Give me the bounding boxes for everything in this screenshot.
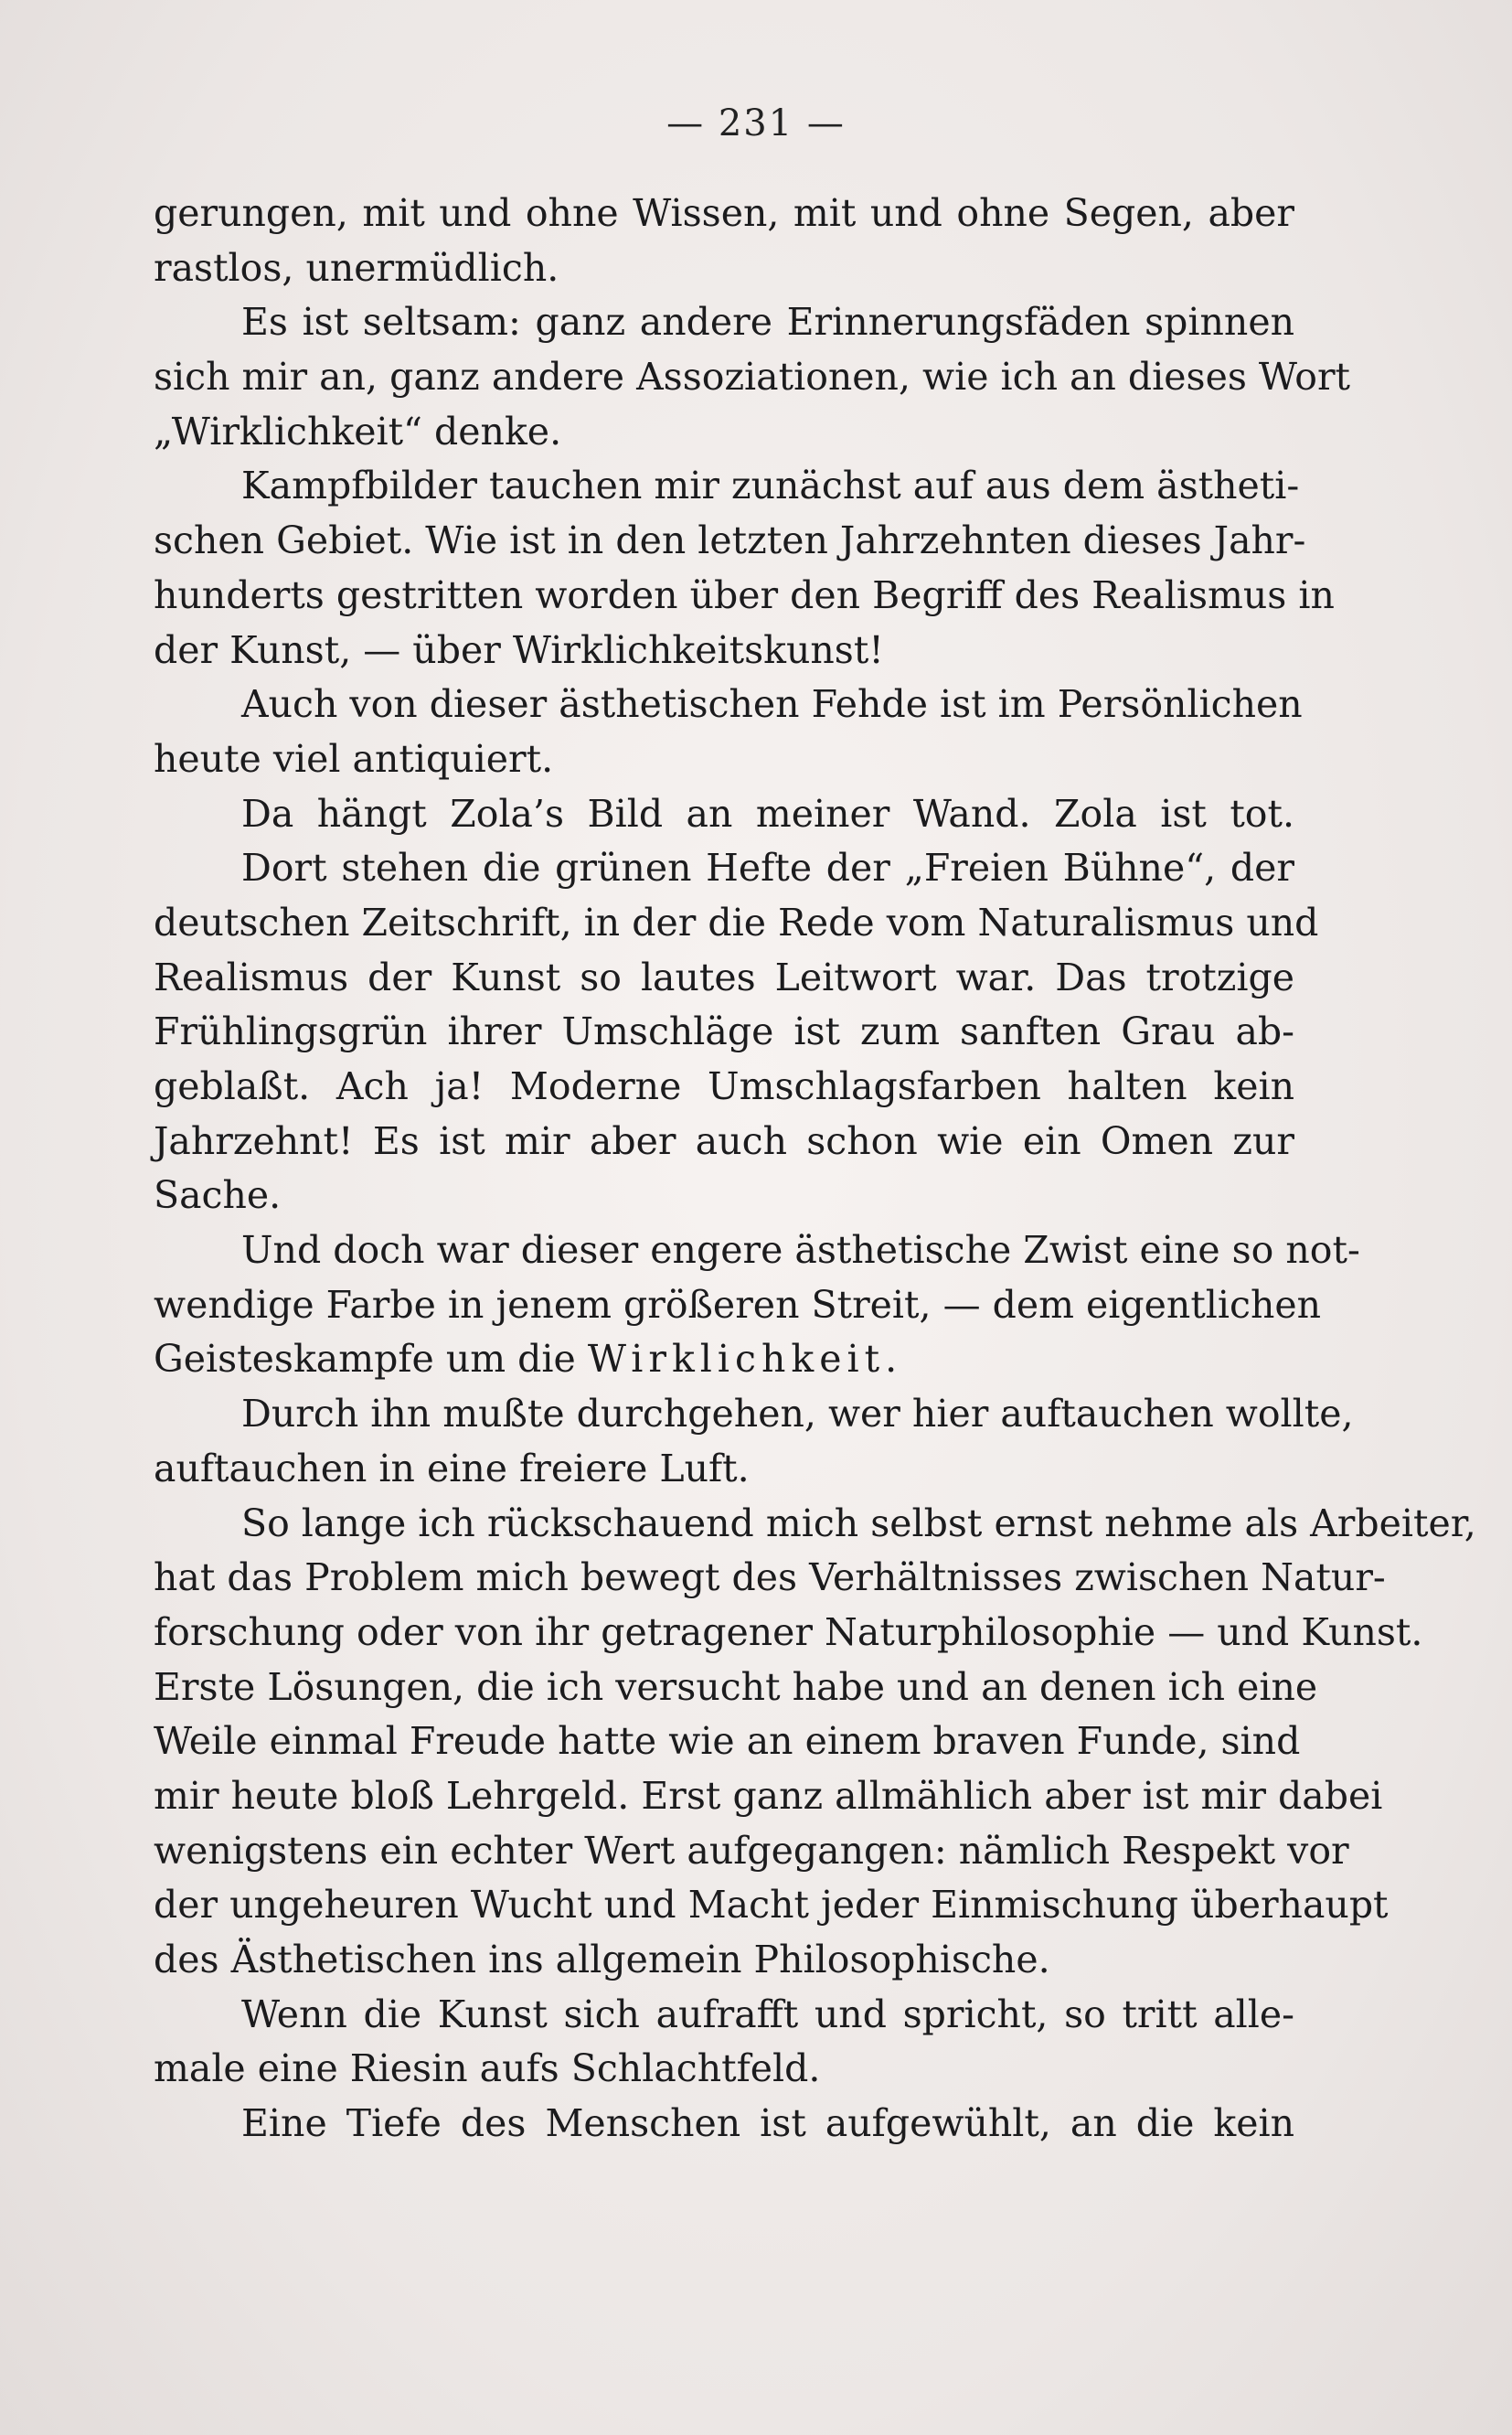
text-line: Auch von dieser ästhetischen Fehde ist im Persönlichen [241, 682, 1303, 727]
text-line: Erste Lösungen, die ich versucht habe und an denen ich eine [154, 1664, 1318, 1709]
text-line: geblaßt. Ach ja! Moderne Umschlagsfarben halten kein [154, 1064, 1294, 1108]
text-line: sich mir an, ganz andere Assoziationen, wie ich an dieses Wort [154, 355, 1351, 400]
text-line: deutschen Zeitschrift, in der die Rede vom Naturalismus und [154, 900, 1319, 945]
text-line: male eine Riesin aufs Schlachtfeld. [154, 2046, 821, 2091]
text-line: So lange ich rückschauend mich selbst ernst nehme als Arbeiter, [241, 1501, 1476, 1545]
text-line: der Kunst, — über Wirklichkeitskunst! [154, 627, 884, 672]
text-line: Realismus der Kunst so lautes Leitwort war. Das trotzige [154, 955, 1294, 999]
text-line: auftauchen in eine freiere Luft. [154, 1446, 750, 1490]
text-line: forschung oder von ihr getragener Naturphilosophie — und Kunst. [154, 1609, 1423, 1654]
text-line: schen Gebiet. Wie ist in den letzten Jahrzehnten dieses Jahr- [154, 518, 1306, 563]
text-line: Durch ihn mußte durchgehen, wer hier auftauchen wollte, [241, 1392, 1354, 1436]
text-line: Kampfbilder tauchen mir zunächst auf aus dem ästheti- [241, 464, 1300, 508]
text-line: Da hängt Zola’s Bild an meiner Wand. Zola ist tot. [241, 791, 1294, 836]
page-number: — 231 — [666, 102, 846, 144]
body-text [154, 187, 1476, 2152]
text-line: Dort stehen die grünen Hefte der „Freien Bühne“, der [241, 846, 1294, 891]
text-line: gerungen, mit und ohne Wissen, mit und ohne Segen, aber [154, 191, 1294, 235]
text-line: hat das Problem mich bewegt des Verhältnisses zwischen Natur- [154, 1555, 1386, 1600]
text-line: Jahrzehnt! Es ist mir aber auch schon wie ein Omen zur [154, 1118, 1294, 1163]
text-line: wendige Farbe in jenem größeren Streit, — dem eigentlichen [154, 1282, 1322, 1327]
text-line: Sache. [154, 1173, 282, 1218]
text-line: Wenn die Kunst sich aufrafft und spricht, so tritt alle- [241, 1992, 1294, 2036]
text-line: der ungeheuren Wucht und Macht jeder Einmischung überhaupt [154, 1883, 1389, 1928]
text-line: Weile einmal Freude hatte wie an einem braven Funde, sind [154, 1719, 1301, 1764]
text-line: mir heute bloß Lehrgeld. Erst ganz allmählich aber ist mir dabei [154, 1773, 1383, 1818]
text-line: „Wirklichkeit“ denke. [154, 409, 562, 454]
text-line: Geisteskampfe um die Wirklichkeit. [154, 1337, 898, 1382]
text-line: Frühlingsgrün ihrer Umschläge ist zum sanften Grau ab- [154, 1009, 1294, 1054]
text-line: heute viel antiquiert. [154, 736, 554, 781]
emphasized-word: Wirklichkeit [587, 1337, 886, 1382]
text-line: wenigstens ein echter Wert aufgegangen: nämlich Respekt vor [154, 1828, 1349, 1873]
text-line: Und doch war dieser engere ästhetische Zwist eine so not- [241, 1228, 1360, 1273]
text-line: rastlos, unermüdlich. [154, 245, 559, 290]
text-line: Eine Tiefe des Menschen ist aufgewühlt, an die kein [241, 2101, 1294, 2146]
text-line: Es ist seltsam: ganz andere Erinnerungsfäden spinnen [241, 300, 1294, 345]
text-line: hunderts gestritten worden über den Begriff des Realismus in [154, 572, 1335, 617]
text-line: des Ästhetischen ins allgemein Philosophische. [154, 1938, 1050, 1981]
